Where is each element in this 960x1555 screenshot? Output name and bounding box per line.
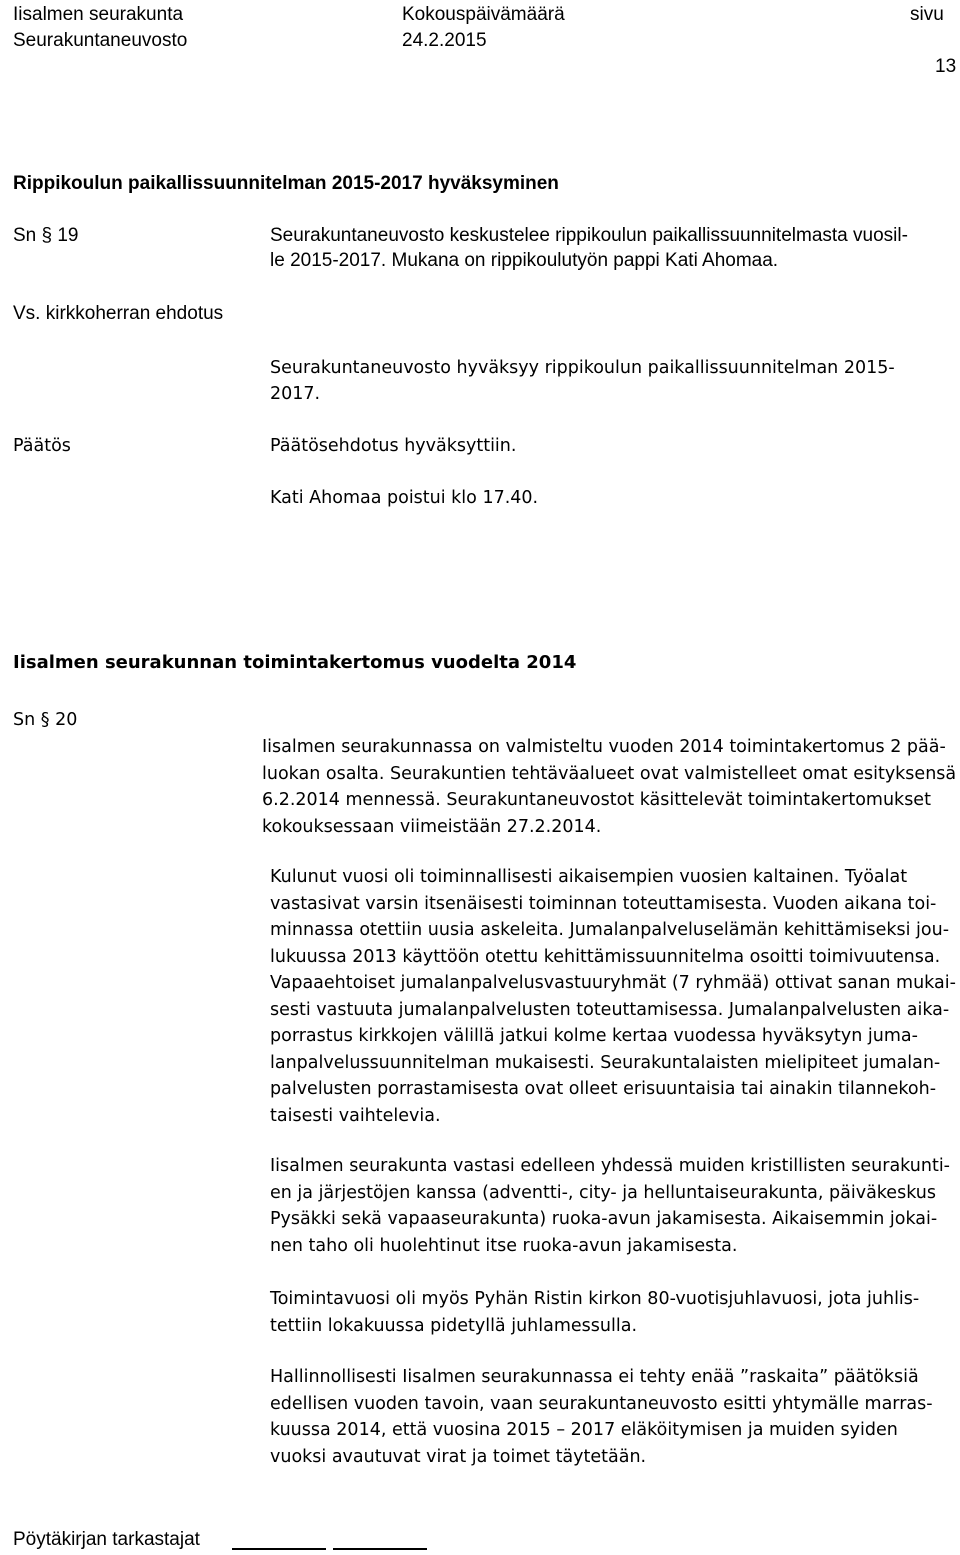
paragraph — [270, 864, 956, 1129]
section-number: Sn § 20 — [13, 710, 78, 730]
signature-line — [232, 1548, 326, 1550]
header-org: Iisalmen seurakunta — [13, 4, 184, 25]
paragraph-line: Vapaaehtoiset jumalanpalvelusvastuuryhmät (7 ryhmää) ottivat sanan mukai- — [270, 973, 956, 993]
paragraph-line: en ja järjestöjen kanssa (adventti-, city- ja helluntaiseurakunta, päiväkeskus — [270, 1182, 936, 1203]
paragraph-line: luokan osalta. Seurakuntien tehtäväalueet ovat valmistelleet omat esityksensä — [262, 763, 957, 784]
paragraph-line: kuussa 2014, että vuosina 2015 – 2017 eläköitymisen ja muiden syiden — [270, 1420, 898, 1440]
paragraph — [270, 1286, 950, 1339]
proposal-line: Seurakuntaneuvosto hyväksyy rippikoulun paikallissuunnitelman 2015- — [270, 358, 895, 378]
header-body-name: Seurakuntaneuvosto — [13, 30, 188, 51]
proposal-text — [270, 355, 950, 407]
proposal-label: Vs. kirkkoherran ehdotus — [13, 303, 224, 324]
paragraph-line: kokouksessaan viimeistään 27.2.2014. — [262, 816, 602, 837]
intro-line: le 2015-2017. Mukana on rippikoulutyön pappi Kati Ahomaa. — [270, 250, 779, 271]
paragraph — [262, 734, 957, 840]
paragraph-line: minnassa otettiin uusia askeleita. Jumalanpalveluselämän kehittämiseksi jou- — [270, 920, 950, 940]
header-page-label: sivu — [910, 4, 944, 25]
footer-label: Pöytäkirjan tarkastajat — [13, 1529, 200, 1550]
paragraph-line: nen taho oli huolehtinut itse ruoka-avun jakamisesta. — [270, 1235, 738, 1256]
header-date-label: Kokouspäivämäärä — [402, 4, 565, 25]
paragraph-line: lanpalvelussuunnitelman mukaisesti. Seurakuntalaisten mielipiteet jumalan- — [270, 1052, 941, 1073]
decision-note: Kati Ahomaa poistui klo 17.40. — [270, 488, 539, 508]
paragraph-line: Toimintavuosi oli myös Pyhän Ristin kirkon 80-vuotisjuhlavuosi, jota juhlis- — [270, 1289, 920, 1309]
paragraph — [270, 1364, 950, 1470]
section-title: Iisalmen seurakunnan toimintakertomus vuodelta 2014 — [13, 652, 577, 673]
paragraph-line: vuoksi avautuvat virat ja toimet täytetään. — [270, 1446, 647, 1467]
paragraph-line: lukuussa 2013 käyttöön otettu kehittämissuunnitelma osoitti toimivuutensa. — [270, 946, 941, 967]
header-page-number: 13 — [935, 56, 957, 77]
paragraph-line: taisesti vaihtelevia. — [270, 1105, 441, 1126]
paragraph-line: Kulunut vuosi oli toiminnallisesti aikaisempien vuosien kaltainen. Työalat — [270, 867, 908, 887]
paragraph — [270, 1153, 950, 1259]
section-intro — [270, 223, 950, 273]
signature-line — [333, 1548, 427, 1550]
paragraph-line: palvelusten porrastamisesta ovat olleet erisuuntaisia tai ainakin tilannekoh- — [270, 1079, 937, 1099]
section-number: Sn § 19 — [13, 225, 79, 246]
header-date: 24.2.2015 — [402, 30, 487, 51]
paragraph-line: 6.2.2014 mennessä. Seurakuntaneuvostot käsittelevät toimintakertomukset — [262, 790, 931, 810]
section-title: Rippikoulun paikallissuunnitelman 2015-2017 hyväksyminen — [13, 173, 559, 194]
paragraph-line: sesti vastuuta jumalanpalvelusten toteuttamisessa. Jumalanpalvelusten aika- — [270, 999, 950, 1020]
intro-line: Seurakuntaneuvosto keskustelee rippikoulun paikallissuunnitelmasta vuosil- — [270, 225, 908, 246]
paragraph-line: Iisalmen seurakunnassa on valmisteltu vuoden 2014 toimintakertomus 2 pää- — [262, 737, 946, 757]
decision-text: Päätösehdotus hyväksyttiin. — [270, 436, 517, 456]
paragraph-line: vastasivat varsin itsenäisesti toiminnan toteuttamisesta. Vuoden aikana toi- — [270, 893, 937, 914]
paragraph-line: Iisalmen seurakunta vastasi edelleen yhdessä muiden kristillisten seurakunti- — [270, 1156, 950, 1176]
paragraph-line: edellisen vuoden tavoin, vaan seurakuntaneuvosto esitti yhtymälle marras- — [270, 1393, 933, 1414]
paragraph-line: Pysäkki sekä vapaaseurakunta) ruoka-avun jakamisesta. Aikaisemmin jokai- — [270, 1209, 938, 1229]
proposal-line: 2017. — [270, 384, 321, 404]
paragraph-line: Hallinnollisesti Iisalmen seurakunnassa ei tehty enää ”raskaita” päätöksiä — [270, 1367, 919, 1387]
paragraph-line: tettiin lokakuussa pidetyllä juhlamessulla. — [270, 1315, 638, 1336]
paragraph-line: porrastus kirkkojen välillä jatkui kolme kertaa vuodessa hyväksytyn juma- — [270, 1026, 918, 1046]
decision-label: Päätös — [13, 436, 71, 456]
